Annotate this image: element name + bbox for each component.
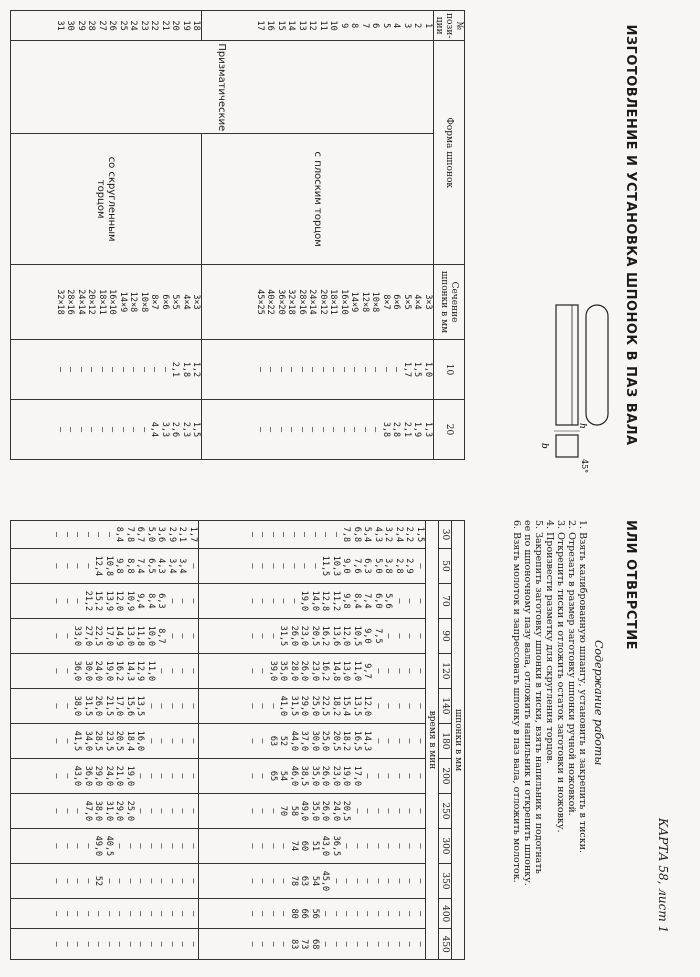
sub-flat: с плоским торцом [202,134,434,265]
length-header: 200 [439,758,452,793]
flat-key-drawing [556,305,578,425]
time-cell-flat: 1,5 2,2 2,4 3,2 4,3 5,4 6,8 7,8 — — — — — — — — — [198,521,425,549]
time-cell-flat: — — — — — 9,7 11,0 13,0 14,8 16,2 23,0 26,0 28,0 35,0 39,0 — — [198,653,425,688]
sections-flat: 3×3 4×4 5×5 6×6 8×7 10×8 12×8 14×9 16×10 18×11 20×12 24×14 28×16 32×18 36×20 40×22 45×25 [202,265,434,340]
length-header: 180 [439,723,452,758]
length-header: 140 [439,688,452,723]
length-header: 450 [439,929,452,960]
positions-flat: 1 2 3 4 5 6 7 8 9 10 11 12 13 14 15 16 17 [202,11,434,41]
time-cell-flat: — — — 5,6 6,0 7,4 8,4 9,8 11,2 12,8 14,0 19,0 — — — — — [198,583,425,618]
time-cell-flat: — — — — — — — — — — 68 73 83 — — — — [198,929,425,960]
length-header: 400 [439,898,452,928]
length-header: 300 [439,828,452,863]
time-cell-round: — — — — 11,0 12,9 14,3 16,2 19,0 24,0 30,0 36,0 — — [11,653,199,688]
positions-round: 18 19 20 21 22 23 24 25 26 27 28 29 30 31 [11,11,202,41]
time-cell-round: — — — — — — — — — — — — — — [11,898,199,928]
angle-label: 45° [580,459,589,474]
length-header: 350 [439,863,452,898]
header-key-length: шпонки в мм [452,521,465,960]
col-section: Сечение шпонки в мм [434,265,465,340]
key-sketch [530,245,620,475]
time-cell-flat: — — — — — 12,0 13,5 15,4 18,2 22,5 25,0 29,0 31,5 41,0 — — — [198,688,425,723]
time-cell-round: — — — 8,7 10,0 11,8 13,0 14,9 17,0 22,5 27,0 33,0 — — [11,618,199,653]
len20-flat: 1,3 1,9 2,1 2,8 3,8 — — — — — — — — — — — — [202,400,434,460]
time-cell-flat: — — — — — — 17,0 19,0 23,0 26,0 35,0 38,5 46,0 54 65 — — [198,758,425,793]
time-cell-round: — — — 6,3 8,4 9,4 10,9 12,0 13,9 15,2 21,2 — — — [11,583,199,618]
time-cell-round: 1,7 2,1 2,9 3,6 5,0 6,7 7,8 8,4 — — — — — — [11,521,199,549]
dim-b-label: b [539,443,549,449]
work-step: 4. Произвести разметку для скругления торцов. [544,520,555,764]
work-step: 5. Закрепить заготовку шпонки в тиски, взять напильник и подогнать [533,520,544,874]
length-header: 250 [439,793,452,828]
work-steps [511,520,588,960]
card-label: КАРТА 58, лист 1 [656,818,670,934]
work-step: 3. Открепить тиски и отложить остаток заготовки и ножовку. [555,520,566,833]
len20-round: 1,5 2,3 2,6 3,3 4,4 — — — — — — — — — [11,400,202,460]
keys-table-left [10,10,465,460]
time-cell-round: — — — — — — — — — 52 — — — — [11,863,199,898]
sub-round: со скругленным торцом [11,134,202,265]
work-step: 1. Взять калиброванную шпангу, установить и закрепить в тиски. [577,520,588,854]
time-cell-flat: — — — — — — — 20,5 24,0 26,0 35,0 49,0 58 70 — — — [198,793,425,828]
page-title-continued: ИЛИ ОТВЕРСТИЕ [623,520,638,650]
length-header: 90 [439,618,452,653]
time-cell-flat: — — — — 7,5 9,0 10,5 12,0 13,6 16,2 20,5 23,0 26,0 31,5 — — — [198,618,425,653]
time-cell-flat: — 2,9 2,8 3,8 5,0 6,3 7,6 9,0 10,3 11,5 — — — — — — — [198,548,425,583]
keys-table-right [10,520,465,960]
time-cell-round: — 3,4 3,4 4,3 6,5 7,4 8,8 9,8 10,8 12,4 — — — — [11,548,199,583]
time-cell-round: — — — — — — — — — — — — — — [11,929,199,960]
time-cell-flat: — — — — — — — — 36,5 43,0 51 60 74 — — — — [198,828,425,863]
page-title: ИЗГОТОВЛЕНИЕ И УСТАНОВКА ШПОНОК В ПАЗ ВАЛА [623,24,638,446]
sections-round: 3×3 4×4 5×5 6×6 8×7 10×8 12×8 14×9 16×10 18×11 20×12 24×14 28×16 32×18 [11,265,202,340]
work-step: 6. Взять молоток и запрессовать шпонку в паз вала, отложить молоток. [511,520,522,883]
length-header: 120 [439,653,452,688]
time-cell-flat: — — — — — — — — — 45,0 54 63 78 — — — — [198,863,425,898]
time-cell-round: — — — — — 13,5 15,6 17,0 21,5 26,0 31,5 38,0 — — [11,688,199,723]
dim-h-label: h [577,423,587,429]
work-step: ее по шпоночному пазу вала, отложить напильник и открепить шпонку. [522,520,533,886]
time-cell-flat: — — — — — — — — — — 56 66 80 — — — — [198,898,425,928]
col-position: № пози- ции [434,11,465,41]
key-section-drawing [556,435,578,457]
col-len20: 20 [434,400,465,460]
length-header: 30 [439,521,452,549]
work-heading: Содержание работы [592,640,605,766]
header-time: время в мин [426,521,439,960]
time-cell-round: — — — — — — 25,0 29,0 31,0 38,0 47,0 — — — [11,793,199,828]
len10-round: 1,2 1,8 2,1 — — — — — — — — — — — [11,340,202,400]
col-len10: 10 [434,340,465,400]
group-prismatic: Призматические [11,41,434,134]
rounded-key-drawing [586,305,608,425]
work-step: 2. Отрезать в размер заготовку шпонки ручной ножовкой. [566,520,577,816]
time-cell-round: — — — — — 16,0 18,4 20,5 23,5 28,5 34,0 41,5 — — [11,723,199,758]
time-cell-flat: — — — — — 14,3 16,5 18,2 20,5 25,0 30,0 37,0 44,0 52 63 — — [198,723,425,758]
col-form: Форма шпонок [434,41,465,265]
length-header: 70 [439,583,452,618]
length-header: 50 [439,548,452,583]
len10-flat: 1,0 1,5 1,7 — — — — — — — — — — — — — — [202,340,434,400]
time-cell-round: — — — — — — 19,0 21,0 24,0 29,0 36,0 43,0 — — [11,758,199,793]
time-cell-round: — — — — — — — — 40,5 49,0 — — — — [11,828,199,863]
